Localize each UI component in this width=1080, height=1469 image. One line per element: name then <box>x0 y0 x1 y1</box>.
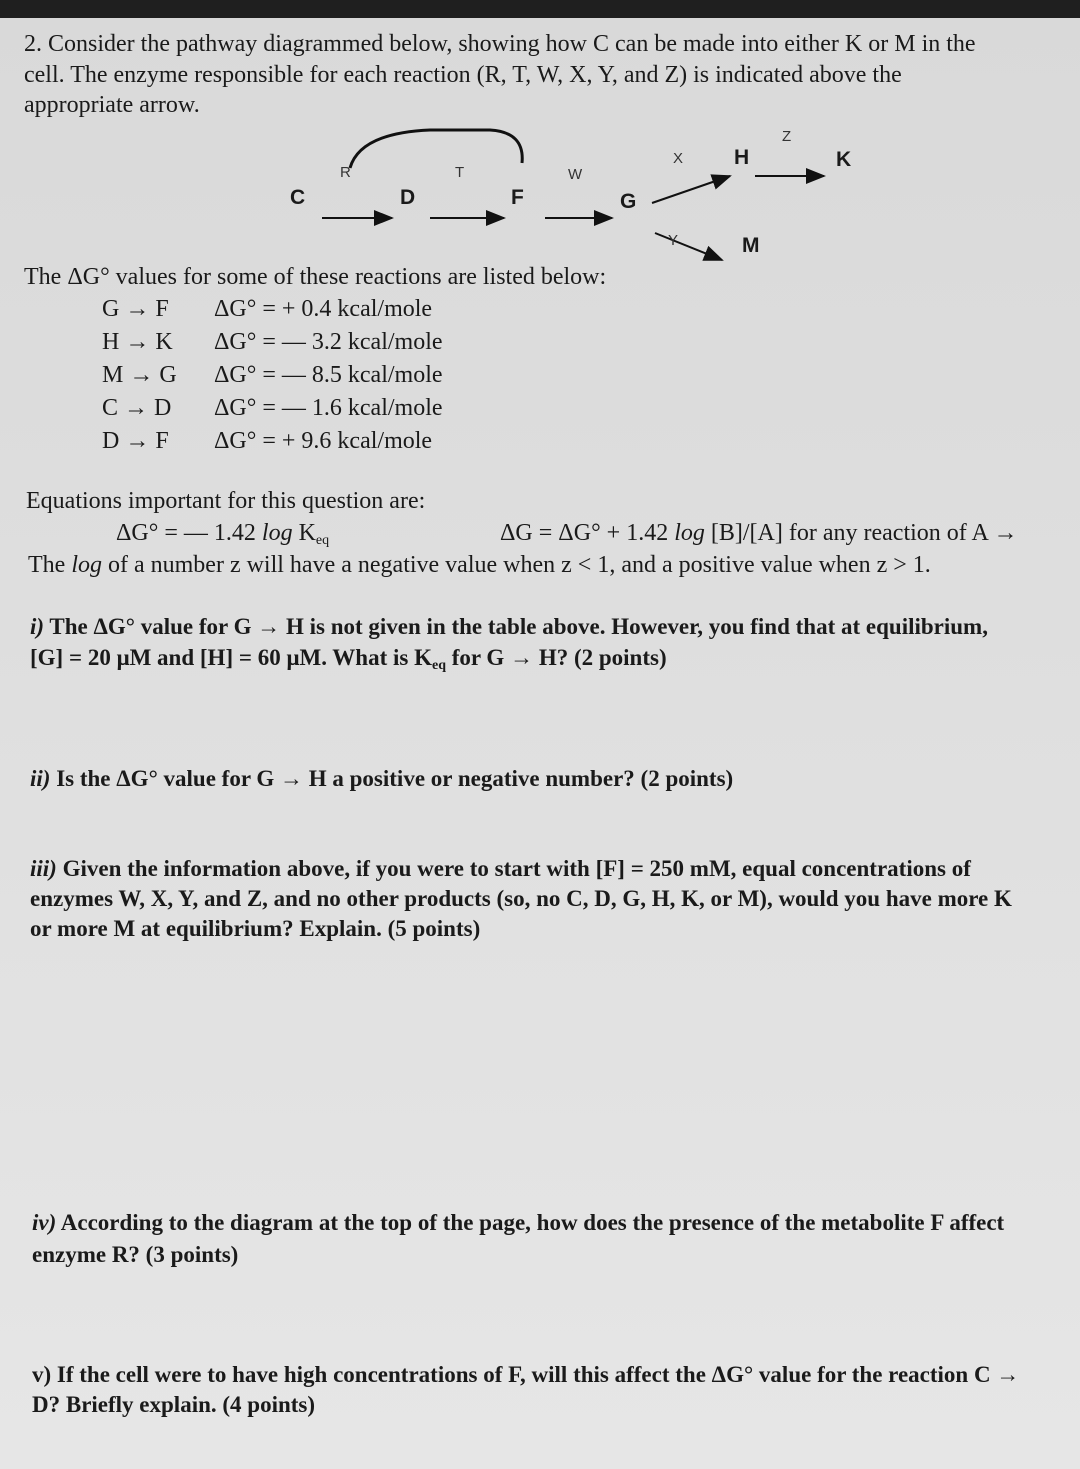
node-g: G <box>620 190 637 213</box>
enzyme-t-label: T <box>455 164 465 181</box>
table-row: D → F ΔG° = + 9.6 kcal/mole <box>102 428 433 454</box>
enzyme-w-label: W <box>568 166 583 183</box>
question-3-line-2: enzymes W, X, Y, and Z, and no other products (so, no C, D, G, H, K, or M), would you have more K <box>30 886 1012 911</box>
table-heading: The ΔG° values for some of these reactions are listed below: <box>24 264 607 290</box>
node-k: K <box>836 148 852 171</box>
node-m: M <box>742 234 760 257</box>
question-1-line-1: i) The ΔG° value for G → H is not given in the table above. However, you find that at equilibrium, <box>30 614 988 639</box>
equation-delta-g: ΔG = ΔG° + 1.42 log [B]/[A] for any reaction of A → <box>500 520 1018 546</box>
worksheet-page <box>0 18 1080 1469</box>
arrow-g-h <box>652 176 730 203</box>
question-3-line-1: iii) Given the information above, if you were to start with [F] = 250 mM, equal concentrations of <box>30 856 971 881</box>
intro-line-3: appropriate arrow. <box>24 92 200 118</box>
table-row: C → D ΔG° = — 1.6 kcal/mole <box>102 395 443 421</box>
equations-heading: Equations important for this question are: <box>26 488 426 514</box>
enzyme-y-label: Y <box>668 232 679 249</box>
question-2: ii) Is the ΔG° value for G → H a positive or negative number? (2 points) <box>30 766 734 791</box>
question-1-line-2: [G] = 20 μM and [H] = 60 μM. What is $K_{eq}$ for G → H? (2 points) <box>30 645 667 673</box>
enzyme-z-label: Z <box>782 128 792 145</box>
feedback-inhibition-arc <box>350 130 522 168</box>
node-c: C <box>290 186 306 209</box>
equation-keq: ΔG° = — 1.42 $\log K_{eq}$ <box>116 520 330 548</box>
question-4-line-2: enzyme R? (3 points) <box>32 1242 239 1267</box>
question-4-line-1: iv) According to the diagram at the top of the page, how does the presence of the metabolite F affect <box>32 1210 1005 1235</box>
table-row: M → G ΔG° = — 8.5 kcal/mole <box>102 362 443 388</box>
node-f: F <box>511 186 524 209</box>
question-5-line-1: v) If the cell were to have high concentrations of F, will this affect the ΔG° value for the reaction C → <box>32 1362 1020 1387</box>
intro-line-1: 2. Consider the pathway diagrammed below, showing how C can be made into either K or M in the <box>24 31 976 57</box>
log-note: The log of a number z will have a negative value when z < 1, and a positive value when z > 1. <box>28 552 931 578</box>
enzyme-r-label: R <box>340 164 351 181</box>
node-h: H <box>734 146 750 169</box>
photo-top-edge <box>0 0 1080 18</box>
question-3-line-3: or more M at equilibrium? Explain. (5 points) <box>30 916 481 941</box>
table-row: H → K ΔG° = — 3.2 kcal/mole <box>102 329 443 355</box>
intro-line-2: cell. The enzyme responsible for each reaction (R, T, W, X, Y, and Z) is indicated above the <box>24 62 902 88</box>
enzyme-x-label: X <box>673 150 684 167</box>
question-5-line-2: D? Briefly explain. (4 points) <box>32 1392 316 1417</box>
table-row: G → F ΔG° = + 0.4 kcal/mole <box>102 296 433 322</box>
arrow-g-m <box>655 233 722 260</box>
pathway-diagram <box>0 108 1080 278</box>
node-d: D <box>400 186 416 209</box>
